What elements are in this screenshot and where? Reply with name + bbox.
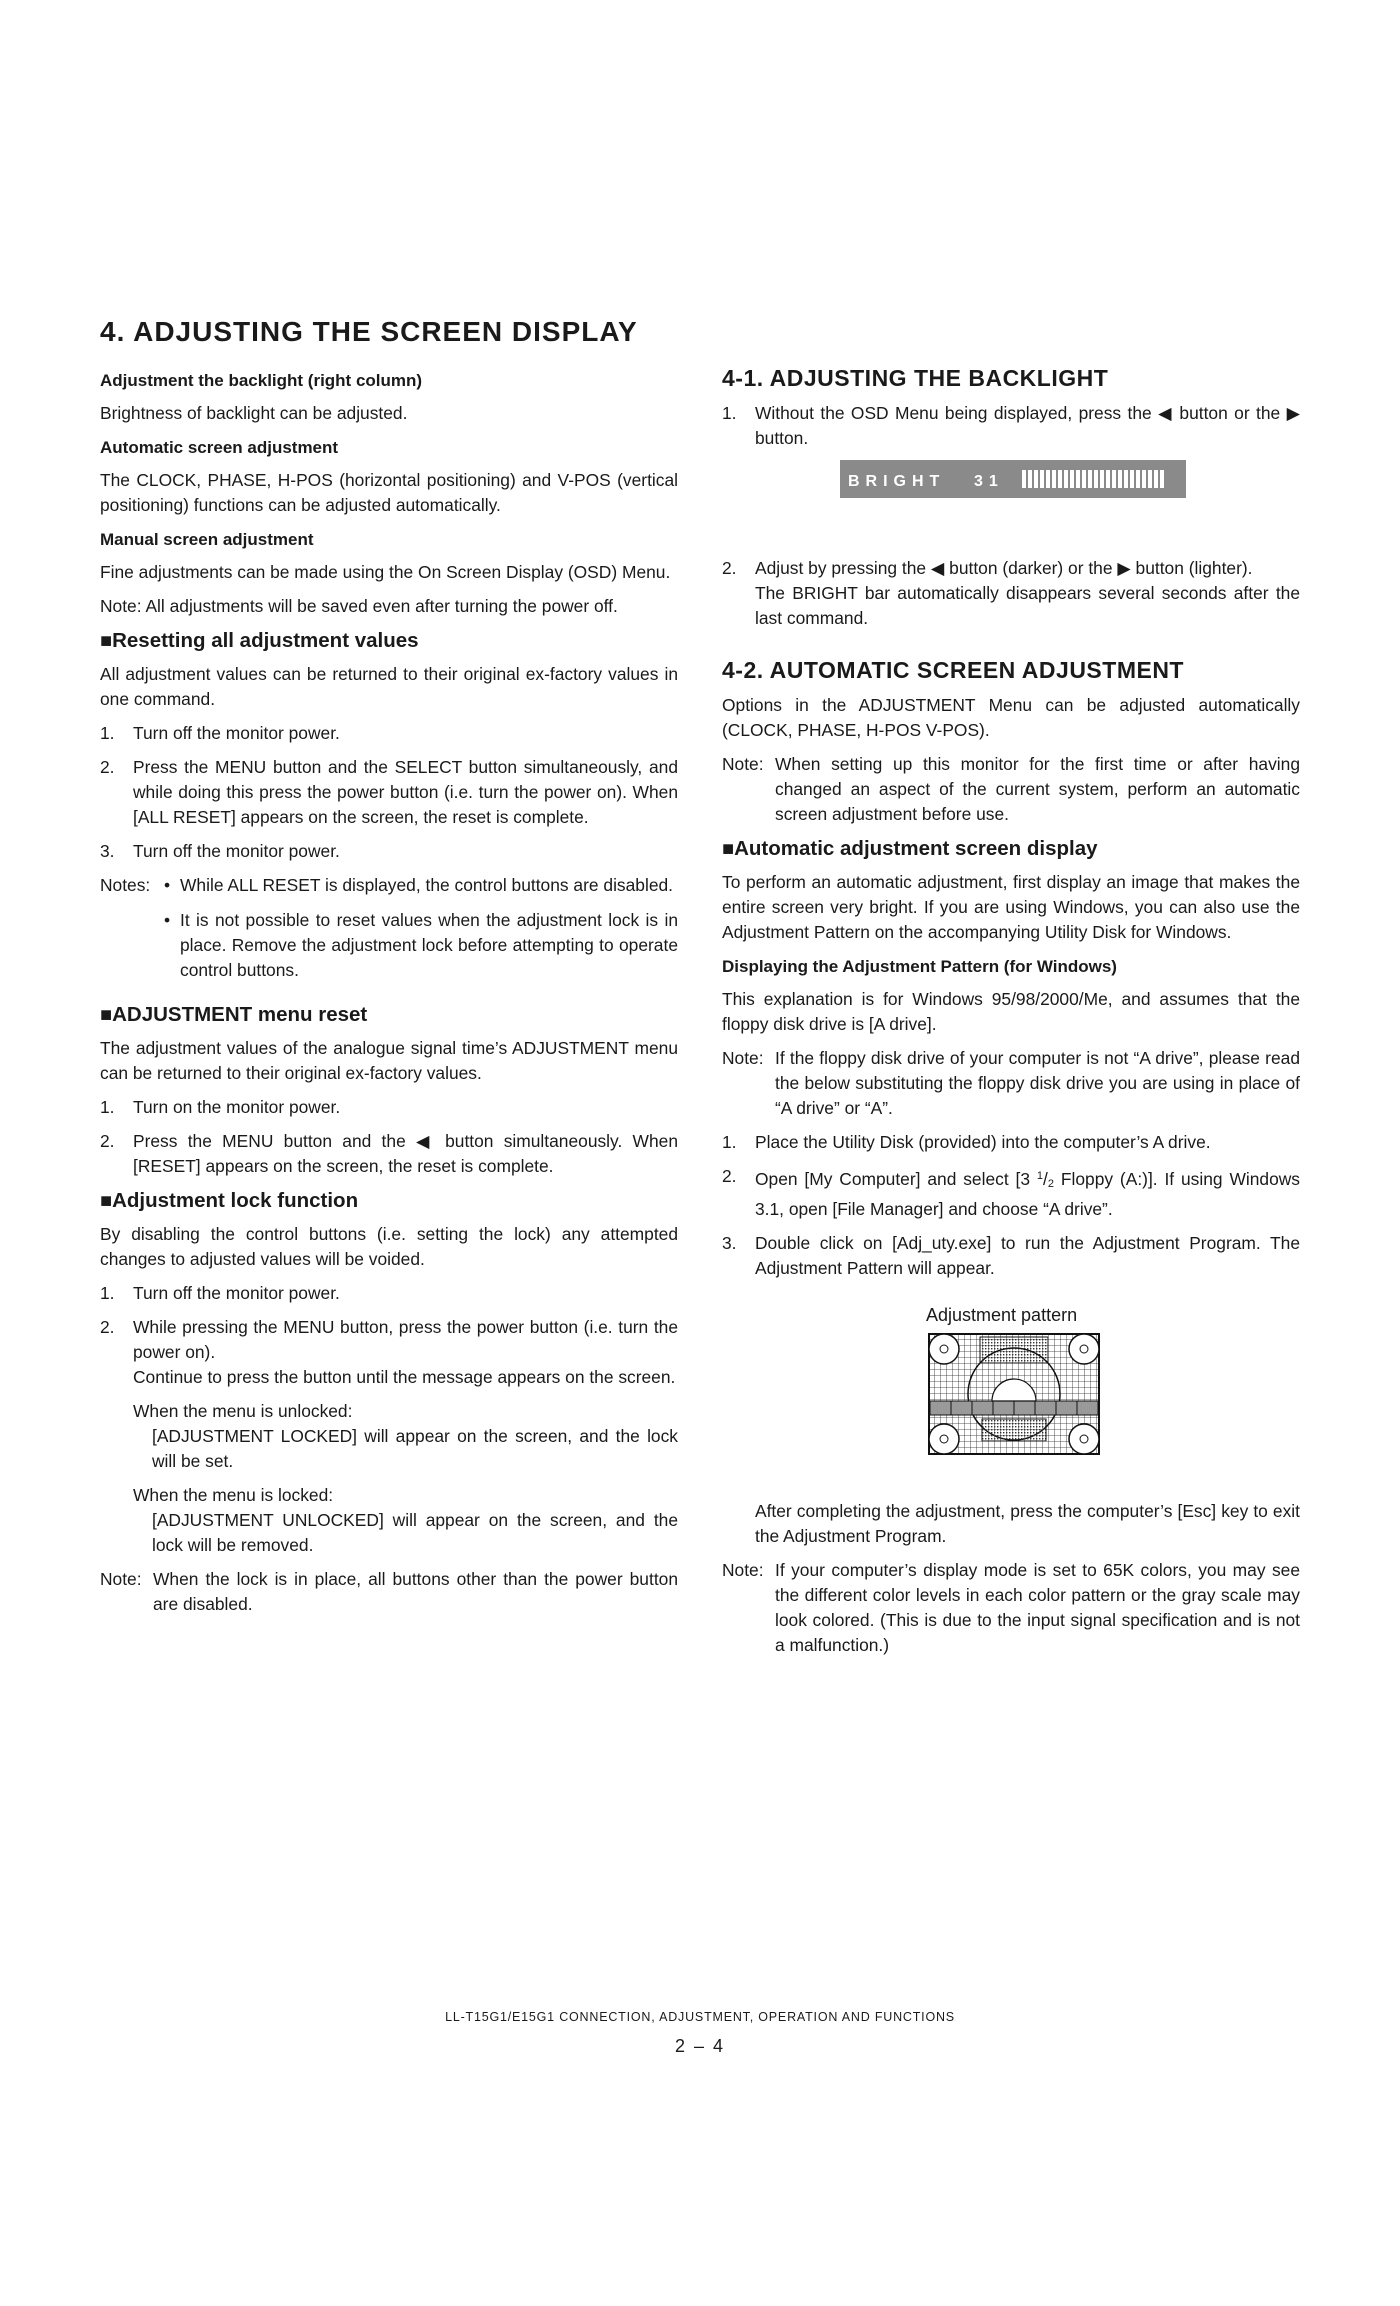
left-column xyxy=(100,368,678,1626)
bullet-icon: • xyxy=(164,910,171,930)
bullet-icon: • xyxy=(164,875,171,895)
menu-reset-heading xyxy=(100,1002,678,1028)
reset-notes xyxy=(100,873,678,993)
square-bullet-icon: ■ xyxy=(100,630,113,652)
note-text: If the floppy disk drive of your computer is not “A drive”, please read the below substituting the floppy disk drive you are using in place of “A drive” or “A”. xyxy=(775,1048,1300,1118)
step-text: While pressing the MENU button, press the power button (i.e. turn the power on). xyxy=(133,1317,678,1362)
square-bullet-icon: ■ xyxy=(100,1004,113,1026)
step-text: Place the Utility Disk (provided) into the computer’s A drive. xyxy=(755,1132,1211,1152)
note-label: Note: xyxy=(722,754,764,774)
step-number: 3. xyxy=(100,841,115,861)
step-number: 2. xyxy=(100,757,115,777)
step-number: 1. xyxy=(722,403,737,423)
floppy-note xyxy=(722,1046,1300,1121)
after-adjustment-text: After completing the adjustment, press the computer’s [Esc] key to exit the Adjustment Program. xyxy=(755,1501,1300,1546)
step-number: 1. xyxy=(100,723,115,743)
reset-heading-text: Resetting all adjustment values xyxy=(112,629,419,652)
square-bullet-icon: ■ xyxy=(100,1190,113,1212)
osd-bright-bar xyxy=(840,460,1186,498)
unlocked-text: [ADJUSTMENT LOCKED] will appear on the screen, and the lock will be set. xyxy=(152,1426,678,1471)
right-column xyxy=(722,366,1300,1667)
step-text: Press the MENU button and the SELECT button simultaneously, and while doing this press the power button (i.e. turn the power on). When [ALL RESET] appears on the screen, the reset is complete. xyxy=(133,757,678,827)
note-text: It is not possible to reset values when the adjustment lock is in place. Remove the adjustment lock before attempting to operate control buttons. xyxy=(180,910,678,980)
osd-level-tick xyxy=(1154,470,1158,488)
notes-list xyxy=(164,873,678,993)
auto-adjust-note xyxy=(722,752,1300,827)
locked-head: When the menu is locked: xyxy=(133,1485,334,1505)
note-label: Note: xyxy=(100,1569,142,1589)
step-text: Without the OSD Menu being displayed, press the ◀ button or the ▶ button. xyxy=(755,403,1300,448)
osd-bright-value: 31 xyxy=(974,473,1004,490)
osd-level-tick xyxy=(1124,470,1128,488)
menu-reset-step xyxy=(100,1129,678,1179)
pattern-caption: Adjustment pattern xyxy=(926,1305,1078,1325)
step-text: Open [My Computer] and select [3 $^1/_2$ Floppy (A:)]. If using Windows 3.1, open [File Manager] and choose “A drive”. xyxy=(755,1169,1300,1219)
note-text: When the lock is in place, all buttons other than the power button are disabled. xyxy=(153,1569,678,1614)
step-text: Turn off the monitor power. xyxy=(133,723,340,743)
osd-level-tick xyxy=(1046,470,1050,488)
pattern-step xyxy=(722,1130,1300,1155)
step-text-part: Floppy (A:)]. If using Windows 3.1, open [File Manager] and choose “A drive”. xyxy=(755,1169,1300,1219)
step-number: 2. xyxy=(100,1317,115,1337)
step-number: 2. xyxy=(722,1166,737,1186)
osd-level-tick xyxy=(1082,470,1086,488)
note-label: Note: xyxy=(722,1560,764,1580)
osd-level-tick xyxy=(1040,470,1044,488)
lock-intro: By disabling the control buttons (i.e. setting the lock) any attempted changes to adjusted values will be voided. xyxy=(100,1224,678,1269)
fraction-denominator: 2 xyxy=(1047,1178,1054,1190)
reset-heading xyxy=(100,628,678,654)
reset-step xyxy=(100,839,678,864)
osd-level-ticks xyxy=(1022,470,1166,488)
step-number: 3. xyxy=(722,1233,737,1253)
lock-step xyxy=(100,1281,678,1306)
osd-level-tick xyxy=(1034,470,1038,488)
save-note: Note: All adjustments will be saved even after turning the power off. xyxy=(100,596,618,616)
menu-reset-intro: The adjustment values of the analogue signal time’s ADJUSTMENT menu can be returned to their original ex-factory values. xyxy=(100,1038,678,1083)
osd-level-tick xyxy=(1100,470,1104,488)
reset-step xyxy=(100,721,678,746)
auto-display-heading xyxy=(722,836,1300,862)
backlight-heading: 4-1. ADJUSTING THE BACKLIGHT xyxy=(722,365,1109,391)
osd-level-tick xyxy=(1094,470,1098,488)
auto-adjust-heading: 4-2. AUTOMATIC SCREEN ADJUSTMENT xyxy=(722,657,1184,683)
note-text: When setting up this monitor for the first time or after having changed an aspect of the current system, perform an automatic screen adjustment before use. xyxy=(775,754,1300,824)
auto-adjust-text: The CLOCK, PHASE, H-POS (horizontal positioning) and V-POS (vertical positioning) functions can be adjusted automatically. xyxy=(100,470,678,515)
osd-level-tick xyxy=(1136,470,1140,488)
step-number: 1. xyxy=(722,1132,737,1152)
osd-level-tick xyxy=(1142,470,1146,488)
osd-level-tick xyxy=(1106,470,1110,488)
notes-label: Notes: xyxy=(100,875,151,895)
note-item xyxy=(164,908,678,983)
step-body xyxy=(133,1315,678,1390)
step-number: 2. xyxy=(722,558,737,578)
menu-reset-step xyxy=(100,1095,678,1120)
page-title: 4. ADJUSTING THE SCREEN DISPLAY xyxy=(100,316,638,347)
menu-reset-heading-text: ADJUSTMENT menu reset xyxy=(112,1003,368,1026)
osd-level-tick xyxy=(1088,470,1092,488)
auto-adjust-intro: Options in the ADJUSTMENT Menu can be adjusted automatically (CLOCK, PHASE, H-POS V-POS). xyxy=(722,695,1300,740)
note-text: If your computer’s display mode is set to 65K colors, you may see the different color levels in each color pattern or the gray scale may look colored. (This is due to the input signal specification and is not a malfunction.) xyxy=(775,1560,1300,1655)
step-text: Press the MENU button and the ◀ button simultaneously. When [RESET] appears on the screen, the reset is complete. xyxy=(133,1131,678,1176)
osd-level-tick xyxy=(1058,470,1062,488)
step-number: 2. xyxy=(100,1131,115,1151)
backlight-subheading: Adjustment the backlight (right column) xyxy=(100,371,423,390)
osd-level-tick xyxy=(1148,470,1152,488)
page-footer: LL-T15G1/E15G1 CONNECTION, ADJUSTMENT, OPERATION AND FUNCTIONS xyxy=(445,2010,955,2024)
osd-level-tick xyxy=(1076,470,1080,488)
auto-display-heading-text: Automatic adjustment screen display xyxy=(734,837,1098,860)
osd-level-tick xyxy=(1064,470,1068,488)
note-item xyxy=(164,873,678,898)
auto-display-intro: To perform an automatic adjustment, first display an image that makes the entire screen very bright. If you are using Windows, you can also use the Adjustment Pattern on the accompanying Utility Disk for Windows. xyxy=(722,872,1300,942)
osd-level-tick xyxy=(1022,470,1026,488)
osd-level-tick xyxy=(1070,470,1074,488)
lock-note xyxy=(100,1567,678,1617)
page-number: 2 – 4 xyxy=(674,2036,726,2056)
adjustment-pattern-image xyxy=(928,1333,1100,1455)
note-text: While ALL RESET is displayed, the control buttons are disabled. xyxy=(180,875,674,895)
step-text: Turn off the monitor power. xyxy=(133,1283,340,1303)
osd-level-tick xyxy=(1028,470,1032,488)
unlocked-head: When the menu is unlocked: xyxy=(133,1401,353,1421)
osd-level-tick xyxy=(1052,470,1056,488)
reset-intro: All adjustment values can be returned to their original ex-factory values in one command. xyxy=(100,664,678,709)
backlight-step xyxy=(722,401,1300,451)
pattern-subheading: Displaying the Adjustment Pattern (for Windows) xyxy=(722,957,1117,976)
manual-adjust-subheading: Manual screen adjustment xyxy=(100,530,314,549)
step-body xyxy=(755,556,1300,631)
step-number: 1. xyxy=(100,1283,115,1303)
step-continuation: The BRIGHT bar automatically disappears several seconds after the last command. xyxy=(755,583,1300,628)
step-text: Turn on the monitor power. xyxy=(133,1097,341,1117)
step-text: Adjust by pressing the ◀ button (darker) or the ▶ button (lighter). xyxy=(755,558,1253,578)
step-text: Turn off the monitor power. xyxy=(133,841,340,861)
locked-text: [ADJUSTMENT UNLOCKED] will appear on the screen, and the lock will be removed. xyxy=(152,1510,678,1555)
auto-adjust-subheading: Automatic screen adjustment xyxy=(100,438,339,457)
adjustment-pattern-figure xyxy=(722,1303,1300,1489)
pattern-intro: This explanation is for Windows 95/98/2000/Me, and assumes that the floppy disk drive is [A drive]. xyxy=(722,989,1300,1034)
manual-adjust-text: Fine adjustments can be made using the On Screen Display (OSD) Menu. xyxy=(100,562,671,582)
step-text: Double click on [Adj_uty.exe] to run the Adjustment Program. The Adjustment Pattern will appear. xyxy=(755,1233,1300,1278)
reset-step xyxy=(100,755,678,830)
backlight-text: Brightness of backlight can be adjusted. xyxy=(100,403,408,423)
osd-bright-label: BRIGHT xyxy=(848,473,946,490)
backlight-step xyxy=(722,556,1300,631)
lock-heading-text: Adjustment lock function xyxy=(112,1189,359,1212)
osd-level-tick xyxy=(1130,470,1134,488)
fraction-numerator: 1 xyxy=(1036,1170,1044,1182)
osd-level-tick xyxy=(1118,470,1122,488)
osd-level-tick xyxy=(1112,470,1116,488)
square-bullet-icon: ■ xyxy=(722,838,735,860)
pattern-step xyxy=(722,1231,1300,1281)
step-continuation: Continue to press the button until the message appears on the screen. xyxy=(133,1367,676,1387)
osd-level-tick xyxy=(1160,470,1164,488)
lock-step xyxy=(100,1315,678,1390)
pattern-step xyxy=(722,1164,1300,1222)
lock-heading xyxy=(100,1188,678,1214)
step-number: 1. xyxy=(100,1097,115,1117)
step-text-part: Open [My Computer] and select [3 xyxy=(755,1169,1037,1189)
color-note xyxy=(722,1558,1300,1658)
note-label: Note: xyxy=(722,1048,764,1068)
osd-bright-display xyxy=(722,460,1300,542)
